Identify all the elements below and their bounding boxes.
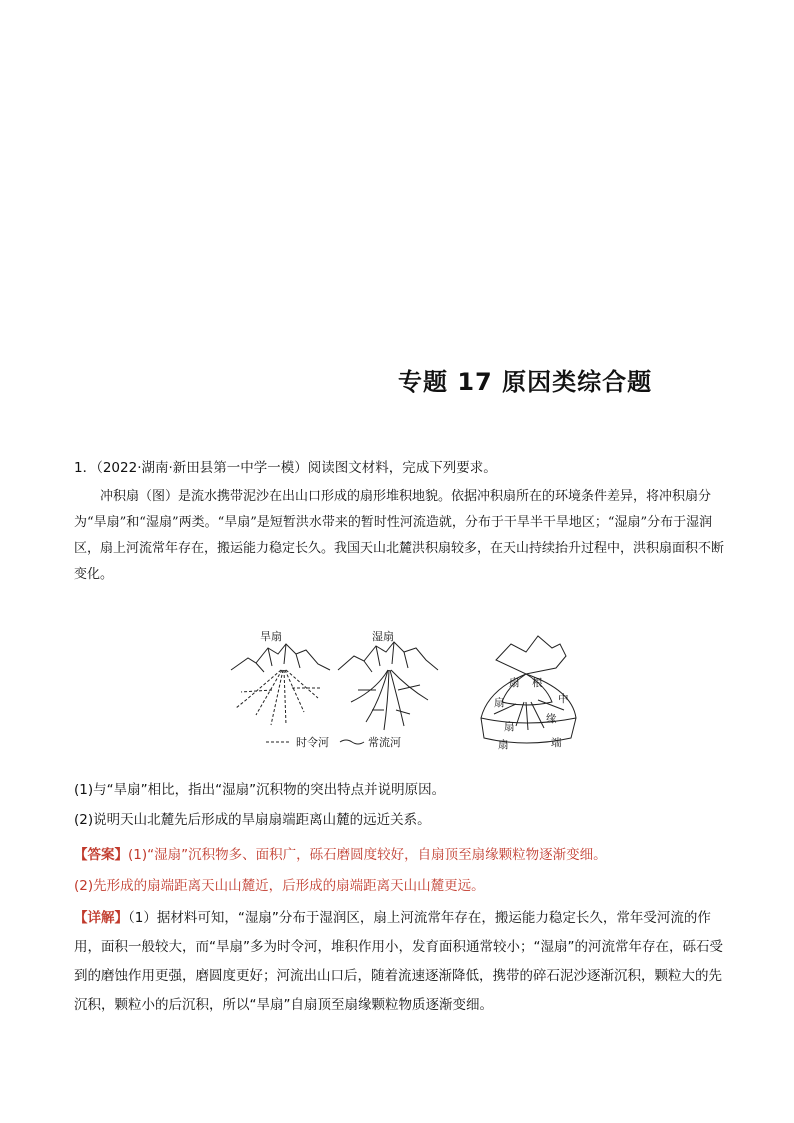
dry-fan-mountain <box>231 644 330 670</box>
sub-question-2: (2)说明天山北麓先后形成的旱扇扇端距离山麓的远近关系。 <box>74 812 431 828</box>
answer-line-1 <box>74 843 607 863</box>
material-paragraph: 冲积扇（图）是流水携带泥沙在出山口形成的扇形堆积地貌。依据冲积扇所在的环境条件差异，将冲积扇分为“旱扇”和“湿扇”两类。“旱扇”是短暂洪水带来的暂时性河流造就，分布于干旱半干旱地区；“湿扇”分布于湿润区，扇上河流常年存在，搬运能力稳定长久。我国天山北麓洪积扇较多，在天山持续抬升过程中，洪积扇面积不断变化。 <box>74 489 725 582</box>
zone-label: 中 <box>558 693 569 705</box>
sub-question-1: (1)与“旱扇”相比，指出“湿扇”沉积物的突出特点并说明原因。 <box>74 782 446 798</box>
wet-fan-mountain <box>338 642 438 670</box>
question-lead: 1．（2022·湖南·新田县第一中学一模）阅读图文材料，完成下列要求。 <box>74 460 497 476</box>
answer-tag: 【答案】 <box>74 847 128 863</box>
zone-label: 根 <box>532 677 543 689</box>
wet-fan-label: 湿扇 <box>372 630 394 643</box>
zone-label: 扇 <box>504 721 515 733</box>
legend-seasonal-river: 时令河 <box>296 736 329 749</box>
dry-fan-label: 旱扇 <box>260 630 282 643</box>
legend-perennial-river: 常流河 <box>368 736 401 749</box>
zone-label: 扇 <box>509 677 520 689</box>
zoned-fan-mountain <box>496 636 566 674</box>
zone-label: 扇 <box>494 697 505 709</box>
zone-label: 端 <box>551 737 562 749</box>
zone-label: 扇 <box>498 739 509 751</box>
seasonal-river-channels <box>236 670 321 725</box>
alluvial-fan-figure <box>226 630 606 755</box>
detail-paragraph <box>74 904 726 1020</box>
zone-label: 缘 <box>546 713 557 725</box>
answer-line-2: (2)先形成的扇端距离天山山麓近，后形成的扇端距离天山山麓更远。 <box>74 878 485 894</box>
answer-text-1: (1)“湿扇”沉积物多、面积广，砾石磨圆度较好，自扇顶至扇缘颗粒物逐渐变细。 <box>128 847 607 863</box>
perennial-river-channels <box>351 670 428 730</box>
page-title: 专题 17 原因类综合题 <box>398 368 653 396</box>
figure-legend <box>266 735 401 749</box>
detail-text: （1）据材料可知，“湿扇”分布于湿润区，扇上河流常年存在，搬运能力稳定长久，常年受河流的作用，面积一般较大，而“旱扇”多为时令河，堆积作用小，发育面积通常较小；“湿扇”的河流常年存在，砾石受到的磨蚀作用更强，磨圆度更好；河流出山口后，随着流速逐渐降低，携带的碎石泥沙逐渐沉积，颗粒大的先沉积，颗粒小的后沉积，所以“旱扇”自扇顶至扇缘颗粒物质逐渐变细。 <box>74 910 723 1013</box>
detail-tag: 【详解】 <box>74 910 128 926</box>
